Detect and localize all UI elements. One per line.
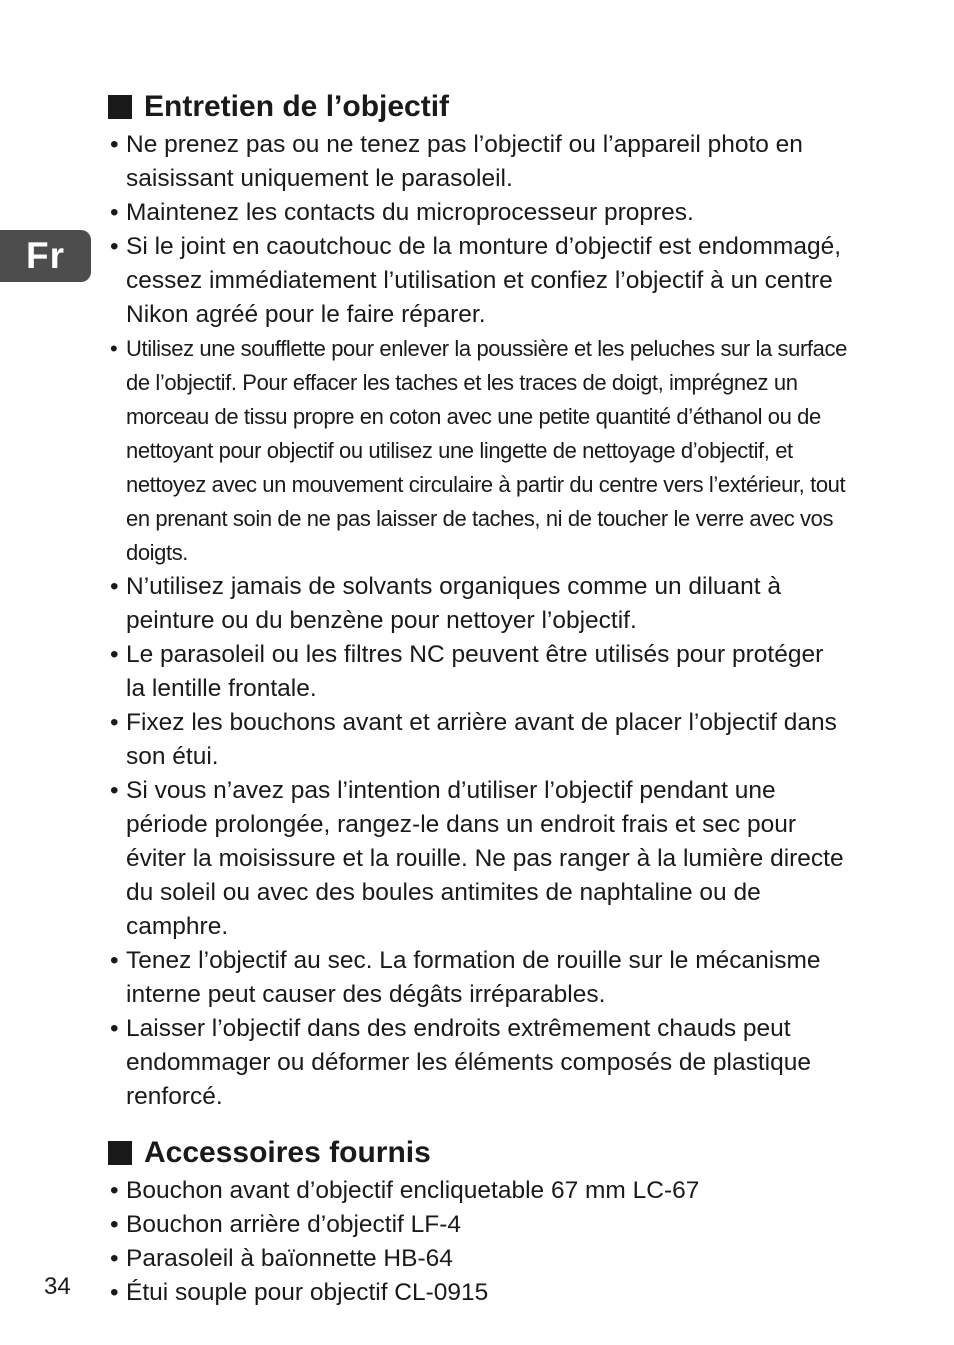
list-item: • Maintenez les contacts du microprocesseur propres. [108,196,848,230]
section-heading-supplied-accessories [108,1132,848,1174]
page-content [108,86,848,1310]
bullet-icon: • [110,1211,119,1238]
bullet-icon: • [110,1177,119,1204]
section-heading-lens-care [108,86,848,128]
language-tab: Fr [0,230,91,282]
bullet-icon: • [110,131,119,158]
list-item: • Si le joint en caoutchouc de la monture d’objectif est endommagé, cessez immédiatement l’utilisation et confiez l’objectif à un centre Nikon agréé pour le faire réparer. [108,230,848,332]
bullet-icon: • [110,641,119,668]
bullet-icon: • [110,573,119,600]
bullet-icon: • [110,709,119,736]
lens-care-list [108,128,848,1114]
list-item: • Fixez les bouchons avant et arrière avant de placer l’objectif dans son étui. [108,706,848,774]
square-bullet-icon [108,95,132,119]
bullet-icon: • [110,336,118,361]
list-item: • Si vous n’avez pas l’intention d’utiliser l’objectif pendant une période prolongée, rangez-le dans un endroit frais et sec pour éviter la moisissure et la rouille. Ne pas ranger à la lumière directe du soleil ou avec des boules antimites de naphtaline ou de camphre. [108,774,848,944]
bullet-icon: • [110,777,119,804]
list-item: • Étui souple pour objectif CL-0915 [108,1276,848,1310]
list-item: • Bouchon avant d’objectif encliquetable 67 mm LC-67 [108,1174,848,1208]
list-item: • Laisser l’objectif dans des endroits extrêmement chauds peut endommager ou déformer les éléments composés de plastique renforcé. [108,1012,848,1114]
list-item: • Ne prenez pas ou ne tenez pas l’objectif ou l’appareil photo en saisissant uniquement le parasoleil. [108,128,848,196]
page-number: 34 [44,1273,71,1300]
list-item: • Utilisez une soufflette pour enlever la poussière et les peluches sur la surface de l’objectif. Pour effacer les taches et les traces de doigt, imprégnez un morceau de tissu propre en coton avec une petite quantité d’éthanol ou de nettoyant pour objectif ou utilisez une lingette de nettoyage d’objectif, et nettoyez avec un mouvement circulaire à partir du centre vers l’extérieur, tout en prenant soin de ne pas laisser de taches, ni de toucher le verre avec vos doigts. [108,332,848,570]
bullet-icon: • [110,1015,119,1042]
square-bullet-icon [108,1141,132,1165]
bullet-icon: • [110,1245,119,1272]
section-title: Entretien de l’objectif [144,90,450,123]
list-item: • Le parasoleil ou les filtres NC peuvent être utilisés pour protéger la lentille frontale. [108,638,848,706]
bullet-icon: • [110,199,119,226]
bullet-icon: • [110,1279,119,1306]
list-item: • Bouchon arrière d’objectif LF-4 [108,1208,848,1242]
list-item: • N’utilisez jamais de solvants organiques comme un diluant à peinture ou du benzène pour nettoyer l’objectif. [108,570,848,638]
bullet-icon: • [110,233,119,260]
accessories-list [108,1174,848,1310]
list-item: • Parasoleil à baïonnette HB-64 [108,1242,848,1276]
bullet-icon: • [110,947,119,974]
list-item: • Tenez l’objectif au sec. La formation de rouille sur le mécanisme interne peut causer des dégâts irréparables. [108,944,848,1012]
section-title: Accessoires fournis [144,1136,431,1169]
